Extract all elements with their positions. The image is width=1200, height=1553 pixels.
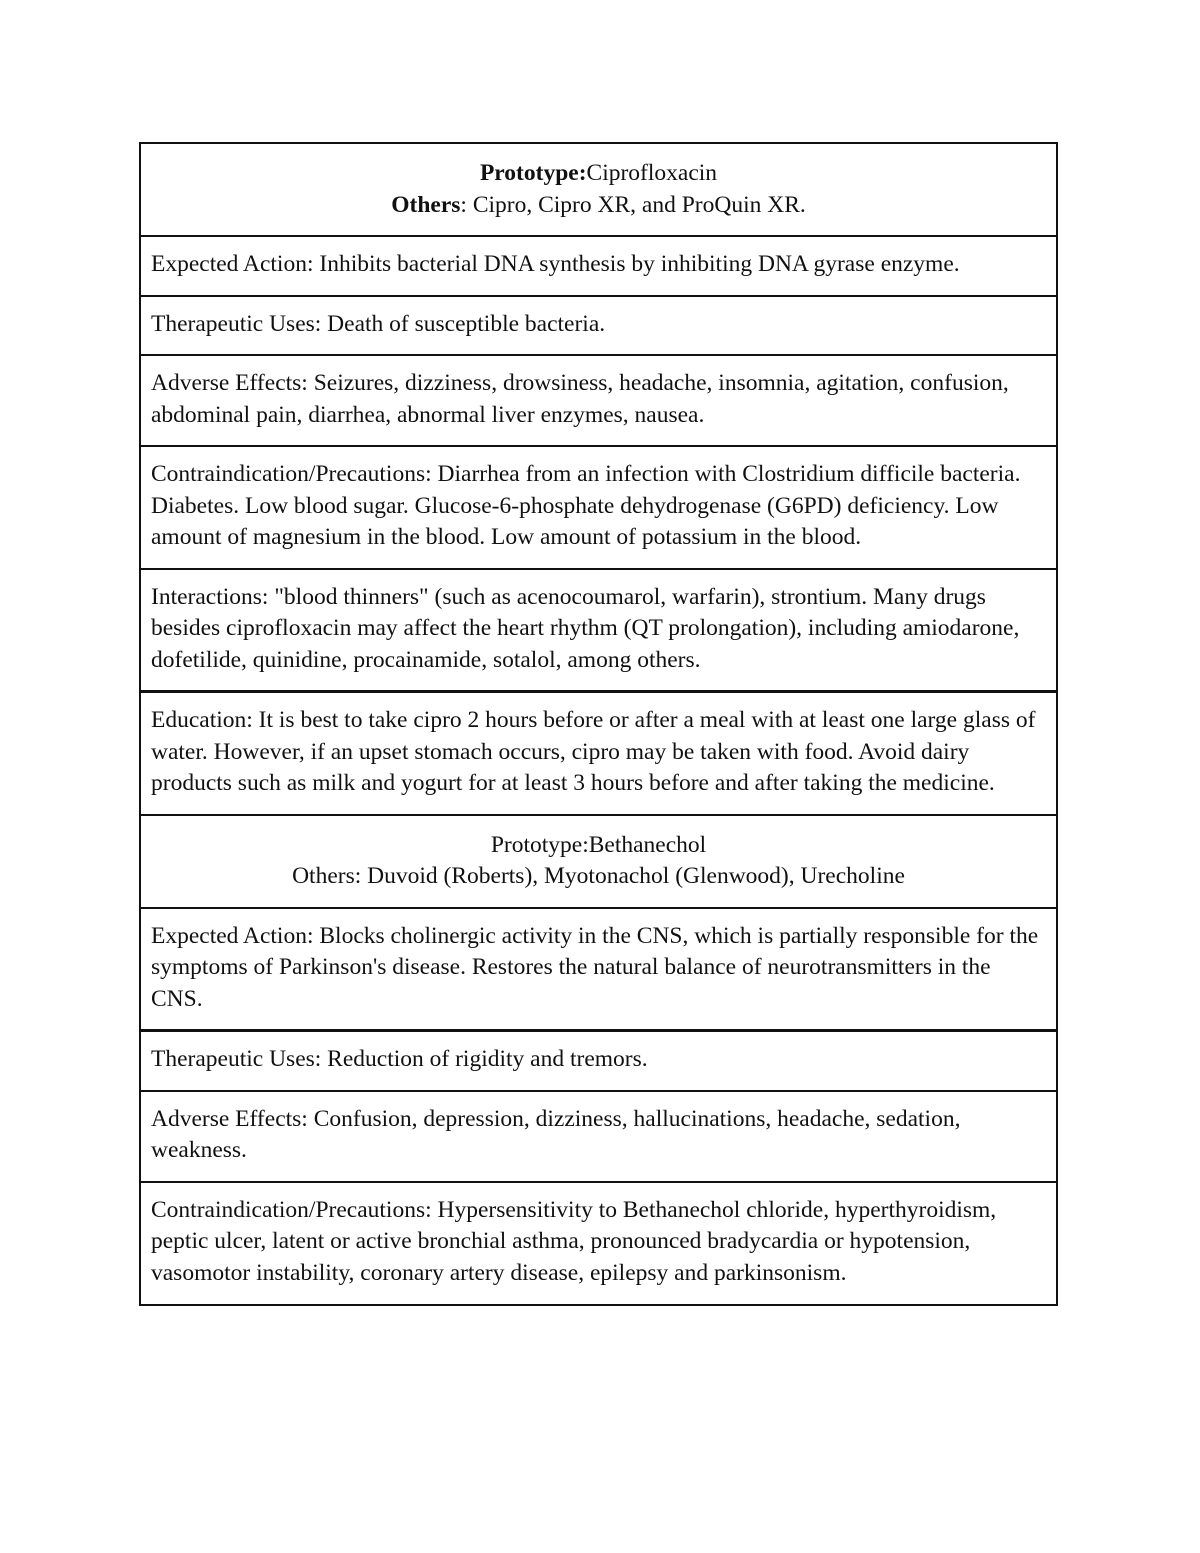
- ciprofloxacin-header: [141, 144, 1056, 237]
- bethanechol-prototype-line: Prototype:Bethanechol: [490, 831, 707, 858]
- prototype-label: Prototype: [479, 160, 579, 186]
- cipro-education: Education: It is best to take cipro 2 hours before or after a meal with at least one large glass of water. However, if an upset stomach occurs, cipro may be taken with food. Avoid dairy products such as milk and yogurt for at least 3 hours before and after taking the medicine.: [141, 693, 1056, 816]
- prototype-value: Ciprofloxacin: [586, 160, 718, 186]
- bethanechol-contraindications: Contraindication/Precautions: Hypersensitivity to Bethanechol chloride, hyperthyroidism, peptic ulcer, latent or active bronchial asthma, pronounced bradycardia or hypotension, vasomotor instability, coronary artery disease, epilepsy and parkinsonism.: [141, 1183, 1056, 1306]
- bethanechol-adverse-effects: Adverse Effects: Confusion, depression, dizziness, hallucinations, headache, sedation, weakness.: [141, 1092, 1056, 1183]
- others-value: : Cipro, Cipro XR, and ProQuin XR.: [460, 191, 806, 218]
- others-line: [151, 190, 1046, 222]
- bethanechol-header: [141, 816, 1056, 909]
- cipro-interactions: Interactions: "blood thinners" (such as acenocoumarol, warfarin), strontium. Many drugs besides ciprofloxacin may affect the heart rhythm (QT prolongation), including amiodarone, dofetilide, quinidine, procainamide, sotalol, among others.: [141, 570, 1056, 694]
- bethanechol-therapeutic-uses: Therapeutic Uses: Reduction of rigidity and tremors.: [141, 1032, 1056, 1092]
- others-label: Others: [391, 191, 461, 218]
- cipro-therapeutic-uses: Therapeutic Uses: Death of susceptible bacteria.: [141, 297, 1056, 357]
- cipro-contraindications: Contraindication/Precautions: Diarrhea from an infection with Clostridium difficile bacteria. Diabetes. Low blood sugar. Glucose-6-phosphate dehydrogenase (G6PD) deficiency. Low amount of magnesium in the blood. Low amount of potassium in the blood.: [141, 447, 1056, 570]
- drug-card-table: [139, 142, 1058, 1306]
- bethanechol-others-line: Others: Duvoid (Roberts), Myotonachol (Glenwood), Urecholine: [292, 863, 905, 889]
- cipro-adverse-effects: Adverse Effects: Seizures, dizziness, drowsiness, headache, insomnia, agitation, confusion, abdominal pain, diarrhea, abnormal liver enzymes, nausea.: [141, 356, 1056, 447]
- cipro-expected-action: Expected Action: Inhibits bacterial DNA synthesis by inhibiting DNA gyrase enzyme.: [141, 237, 1056, 297]
- bethanechol-expected-action: Expected Action: Blocks cholinergic activity in the CNS, which is partially responsible for the symptoms of Parkinson's disease. Restores the natural balance of neurotransmitters in the CNS.: [141, 909, 1056, 1033]
- prototype-line: Prototype:Ciprofloxacin: [479, 160, 718, 186]
